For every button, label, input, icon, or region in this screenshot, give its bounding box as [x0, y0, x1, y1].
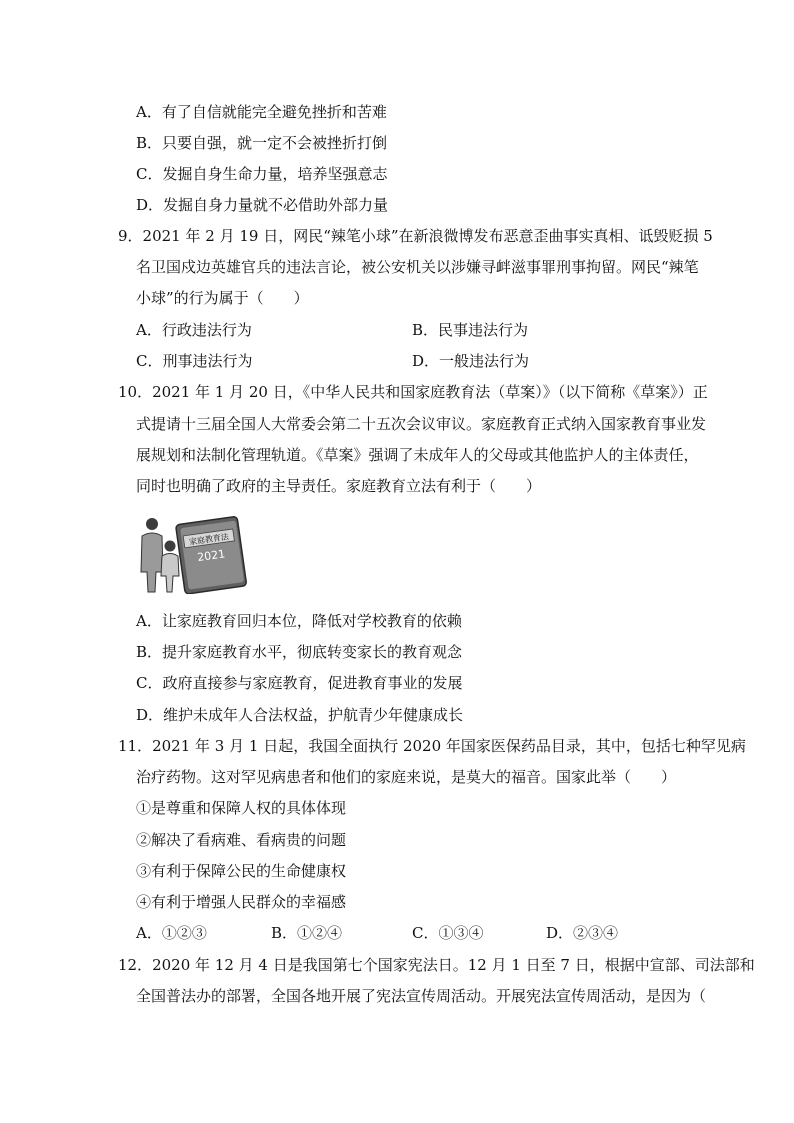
q10-option-d: D．维护未成年人合法权益，护航青少年健康成长 [136, 706, 464, 724]
family-book-illustration-graphic [138, 514, 250, 594]
q10-stem-line-1: 10．2021 年 1 月 20 日，《中华人民共和国家庭教育法（草案）》（以下简称《草案》）正 [118, 383, 708, 401]
q10-option-c: C．政府直接参与家庭教育，促进教育事业的发展 [136, 674, 463, 692]
q9-stem-line-2: 名卫国戍边英雄官兵的违法言论，被公安机关以涉嫌寻衅滋事罪刑事拘留。网民“辣笔 [136, 258, 699, 276]
child-figure [161, 541, 179, 593]
q8-option-a: A．有了自信就能完全避免挫折和苦难 [136, 103, 387, 121]
q11-stem-line-1: 11．2021 年 3 月 1 日起，我国全面执行 2020 年国家医保药品目录，其中，包括七种罕见病 [118, 737, 746, 755]
q11-option-b: B．①②④ [271, 924, 343, 942]
q10-option-b: B．提升家庭教育水平，彻底转变家长的教育观念 [136, 643, 463, 661]
q10-option-a: A．让家庭教育回归本位，降低对学校教育的依赖 [136, 612, 462, 630]
book-title-text: 家庭教育法 [188, 532, 230, 547]
parent-figure [141, 518, 163, 592]
q9-option-d: D．一般违法行为 [412, 352, 530, 370]
q10-stem-line-3: 展规划和法制化管理轨道。《草案》强调了未成年人的父母或其他监护人的主体责任， [136, 446, 699, 464]
q9-option-b: B．民事违法行为 [412, 321, 529, 339]
q11-item-4: ④有利于增强人民群众的幸福感 [136, 893, 347, 911]
book-year-text: 2021 [196, 547, 226, 565]
q11-item-1: ①是尊重和保障人权的具体体现 [136, 799, 347, 817]
q11-option-c: C．①③④ [412, 924, 484, 942]
q9-stem-line-1: 9．2021 年 2 月 19 日，网民“辣笔小球”在新浪微博发布恶意歪曲事实真相、诋毁贬损 5 [118, 227, 713, 245]
q11-stem-line-2: 治疗药物。这对罕见病患者和他们的家庭来说，是莫大的福音。国家此举（ ） [136, 768, 677, 786]
q12-stem-line-2: 全国普法办的部署，全国各地开展了宪法宣传周活动。开展宪法宣传周活动，是因为（ [136, 987, 707, 1005]
q11-item-2: ②解决了看病难、看病贵的问题 [136, 831, 347, 849]
q10-stem-line-4: 同时也明确了政府的主导责任。家庭教育立法有利于（ ） [136, 477, 542, 495]
q11-item-3: ③有利于保障公民的生命健康权 [136, 862, 347, 880]
q9-option-a: A．行政违法行为 [136, 321, 252, 339]
q8-option-d: D．发掘自身力量就不必借助外部力量 [136, 196, 389, 214]
q10-stem-line-2: 式提请十三届全国人大常委会第二十五次会议审议。家庭教育正式纳入国家教育事业发 [136, 415, 707, 433]
family-education-law-illustration [138, 514, 250, 594]
q9-option-c: C．刑事违法行为 [136, 352, 253, 370]
q8-option-c: C．发掘自身生命力量，培养坚强意志 [136, 165, 388, 183]
q12-stem-line-1: 12．2020 年 12 月 4 日是我国第七个国家宪法日。12 月 1 日至 7 日，根据中宣部、司法部和 [118, 956, 755, 974]
q11-option-d: D．②③④ [546, 924, 619, 942]
q9-stem-line-3: 小球”的行为属于（ ） [136, 289, 309, 307]
q8-option-b: B．只要自强，就一定不会被挫折打倒 [136, 134, 388, 152]
q11-option-a: A．①②③ [136, 924, 207, 942]
